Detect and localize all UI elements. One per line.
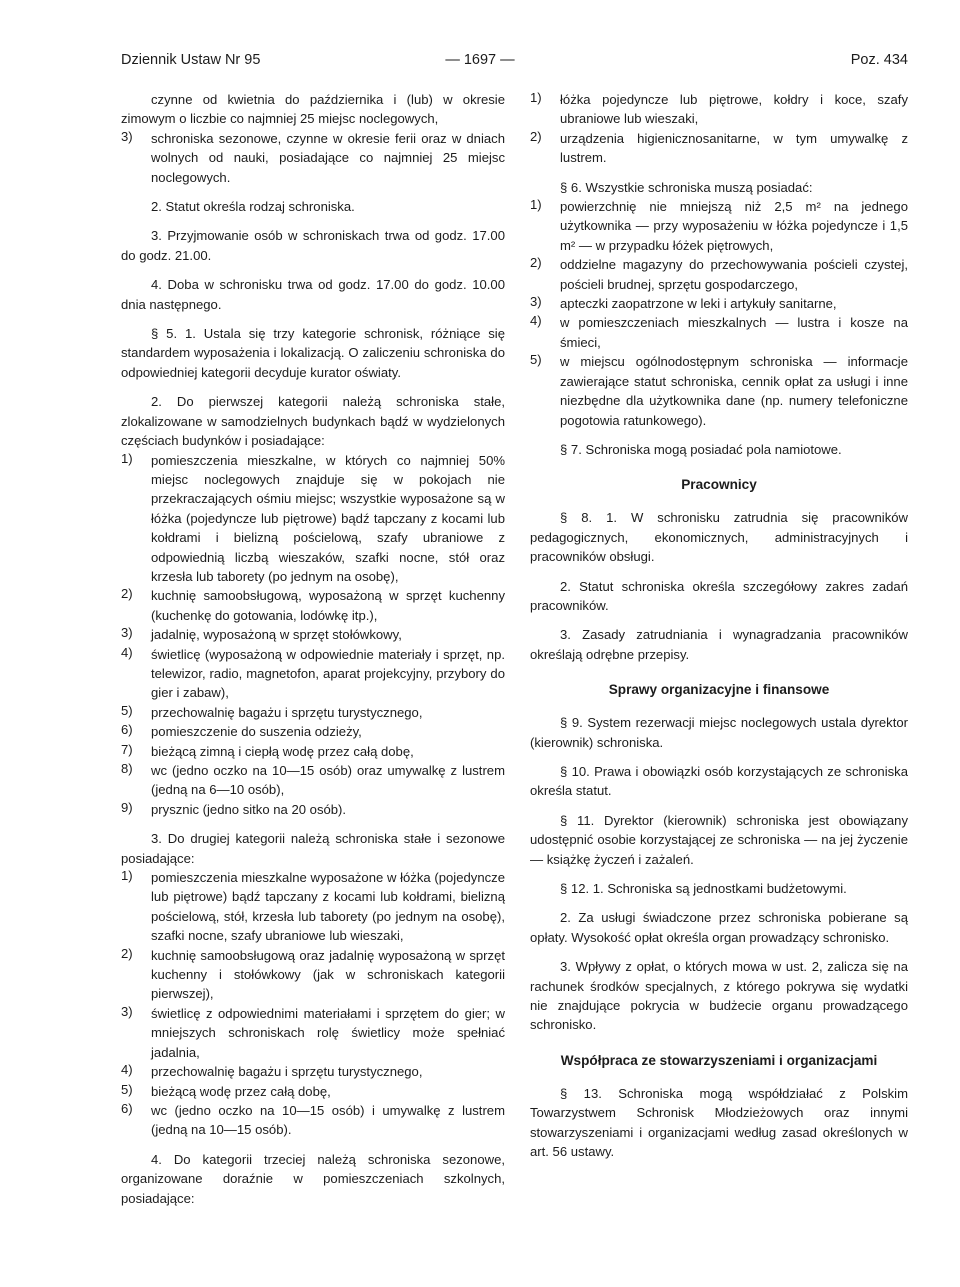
item-text: wc (jedno oczko na 10—15 osób) i umywalkę z lustrem (jedną na 10—15 osób). bbox=[151, 1102, 505, 1138]
paragraph: 2. Statut określa rodzaj schroniska. bbox=[151, 199, 355, 215]
list-item bbox=[530, 294, 908, 313]
list-item bbox=[530, 352, 908, 430]
item-text: jadalnię, wyposażoną w sprzęt stołówkowy, bbox=[151, 627, 402, 643]
item-number: 5) bbox=[530, 352, 542, 368]
left-column bbox=[121, 90, 505, 1208]
item-text: w miejscu ogólnodostępnym schroniska — informacje zawierające statut schroniska, cennik opłat za usługi i inne niezbędne dla użytkownika dane (np. numery telefoniczne pogotowia ratunkowego). bbox=[560, 354, 908, 428]
item-number: 6) bbox=[121, 722, 133, 738]
paragraph: § 11. Dyrektor (kierownik) schroniska jest obowiązany udostępnić osobie korzystającej ze schroniska — na jej życzenie — książkę życzeń i zażaleń. bbox=[530, 812, 908, 867]
list-item bbox=[121, 1004, 505, 1062]
list-item bbox=[530, 197, 908, 255]
item-text: oddzielne magazyny do przechowywania pościeli czystej, pościeli brudnej, sprzętu gospodarczego, bbox=[560, 257, 908, 292]
list-item bbox=[121, 800, 505, 819]
list-item bbox=[530, 129, 908, 168]
list-item bbox=[121, 703, 505, 722]
list-item bbox=[121, 129, 505, 187]
item-number: 2) bbox=[530, 128, 542, 144]
item-text: schroniska sezonowe, czynne w okresie ferii oraz w dniach wolnych od nauki, posiadające co najmniej 25 miejsc noclegowych. bbox=[151, 130, 505, 185]
section-heading-sprawy: Sprawy organizacyjne i finansowe bbox=[608, 682, 830, 698]
paragraph: § 5. 1. Ustala się trzy kategorie schronisk, różniące się standardem wyposażenia i lokalizacją. O zaliczeniu schroniska do odpowiedniej kategorii decyduje kurator oświaty. bbox=[121, 326, 505, 380]
list-item bbox=[121, 722, 505, 741]
item-number: 3) bbox=[121, 128, 133, 144]
item-number: 3) bbox=[530, 294, 542, 310]
journal-title: Dziennik Ustaw Nr 95 bbox=[121, 52, 261, 68]
running-header bbox=[0, 52, 960, 74]
section-heading-pracownicy: Pracownicy bbox=[681, 477, 757, 493]
item-text: wc (jedno oczko na 10—15 osób) oraz umywalkę z lustrem (jedną na 6—10 osób), bbox=[151, 763, 505, 798]
item-text: bieżącą zimną i ciepłą wodę przez całą dobę, bbox=[151, 743, 414, 759]
list-item bbox=[121, 451, 505, 587]
item-number: 1) bbox=[530, 90, 542, 105]
paragraph: 3. Przyjmowanie osób w schroniskach trwa od godz. 17.00 do godz. 21.00. bbox=[121, 228, 505, 263]
item-number: 3) bbox=[121, 625, 133, 641]
paragraph: § 10. Prawa i obowiązki osób korzystających ze schroniska określa statut. bbox=[530, 763, 908, 799]
list-item bbox=[121, 1082, 505, 1101]
item-number: 1) bbox=[121, 450, 133, 466]
category-3-list bbox=[530, 90, 908, 168]
paragraph: § 9. System rezerwacji miejsc noclegowych ustala dyrektor (kierownik) schroniska. bbox=[530, 715, 908, 750]
page-number: — 1697 — bbox=[445, 52, 515, 68]
item-text: bieżącą wodę przez całą dobę, bbox=[151, 1083, 331, 1099]
paragraph: § 7. Schroniska mogą posiadać pola namiotowe. bbox=[560, 441, 842, 457]
paragraph: § 8. 1. W schronisku zatrudnia się pracowników pedagogicznych, ekonomicznych, administracyjnych i pracowników obsługi. bbox=[530, 510, 908, 565]
item-number: 4) bbox=[121, 644, 133, 660]
item-text: świetlicę (wyposażoną w odpowiednie materiały i sprzęt, np. telewizor, radio, magnetofon, aparat projekcyjny, przybory do gier i zabaw), bbox=[151, 646, 505, 701]
item-number: 5) bbox=[121, 702, 133, 718]
item-text: świetlicę z odpowiednimi materiałami i sprzętem do gier; w mniejszych schroniskach rolę świetlicy może spełniać jadalnia, bbox=[151, 1005, 505, 1060]
list-item bbox=[121, 742, 505, 761]
position-number: Poz. 434 bbox=[850, 52, 908, 68]
list-item bbox=[530, 255, 908, 294]
paragraph: 3. Do drugiej kategorii należą schroniska stałe i sezonowe posiadające: bbox=[121, 831, 505, 866]
paragraph: 3. Wpływy z opłat, o których mowa w ust. 2, zalicza się na rachunek środków specjalnych, z którego pokrywa się wydatki nie znajdujące pokrycia w budżecie organu prowadzącego schronisko. bbox=[530, 959, 908, 1033]
item-number: 7) bbox=[121, 741, 133, 757]
section-heading-wspolpraca: Współpraca ze stowarzyszeniami i organizacjami bbox=[560, 1052, 878, 1068]
paragraph: § 12. 1. Schroniska są jednostkami budżetowymi. bbox=[560, 881, 847, 896]
item-number: 3) bbox=[121, 1003, 133, 1019]
item-text: w pomieszczeniach mieszkalnych — lustra i kosze na śmieci, bbox=[560, 315, 908, 350]
item-text: prysznic (jedno sitko na 20 osób). bbox=[151, 801, 347, 817]
paragraph: 4. Do kategorii trzeciej należą schroniska sezonowe, organizowane doraźnie w pomieszczeniach szkolnych, posiadające: bbox=[121, 1151, 505, 1206]
list-item bbox=[530, 313, 908, 352]
list-item bbox=[121, 645, 505, 703]
item-text: kuchnię samoobsługową, wyposażoną w sprzęt kuchenny (kuchenkę do gotowania, lodówkę itp.), bbox=[151, 588, 505, 623]
item-text: pomieszczenie do suszenia odzieży, bbox=[151, 724, 362, 740]
list-item bbox=[121, 1101, 505, 1140]
item-number: 6) bbox=[121, 1100, 133, 1116]
item-text: apteczki zaopatrzone w leki i artykuły sanitarne, bbox=[560, 296, 837, 312]
list-item bbox=[121, 625, 505, 644]
item-number: 1) bbox=[121, 868, 133, 884]
item-number: 8) bbox=[121, 761, 133, 776]
item-text: pomieszczenia mieszkalne, w których co najmniej 50% miejsc noclegowych znajduje się w pokojach nie przekraczających ośmiu miejsc; wszystkie wyposażone są w łóżka (pojedyncze lub piętrowe) bądź tapczany z kocami lub kołdrami i bielizną pościelową, szafy ubraniowe z odpowiednią liczbą wieszaków, szafki nocne, stół oraz krzesła lub taborety (po jednym na osobę), bbox=[151, 452, 505, 584]
item-text: urządzenia higienicznosanitarne, w tym umywalkę z lustrem. bbox=[560, 130, 908, 166]
section-6-list bbox=[530, 197, 908, 430]
item-number: 2) bbox=[121, 586, 133, 602]
item-text: przechowalnię bagażu i sprzętu turystycznego, bbox=[151, 704, 423, 720]
paragraph: § 13. Schroniska mogą współdziałać z Polskim Towarzystwem Schronisk Młodzieżowych oraz innymi stowarzyszeniami i organizacjami według zasad określonych w art. 56 ustawy. bbox=[530, 1085, 908, 1160]
item-number: 5) bbox=[121, 1081, 133, 1097]
list-item bbox=[121, 868, 505, 946]
item-number: 4) bbox=[121, 1062, 133, 1078]
item-number: 2) bbox=[121, 945, 133, 961]
item-number: 1) bbox=[530, 197, 542, 213]
list-item bbox=[121, 761, 505, 800]
item-text: kuchnię samoobsługową oraz jadalnię wyposażoną w sprzęt kuchenny i stołówkowy (jak w schroniskach kategorii pierwszej), bbox=[151, 947, 505, 1002]
list-item bbox=[121, 586, 505, 625]
item-text: przechowalnię bagażu i sprzętu turystycznego, bbox=[151, 1064, 423, 1080]
list-item bbox=[121, 946, 505, 1004]
list-item bbox=[121, 1062, 505, 1081]
category-1-list bbox=[121, 451, 505, 820]
category-2-list bbox=[121, 868, 505, 1140]
paragraph: 2. Za usługi świadczone przez schroniska pobierane są opłaty. Wysokość opłat określa organ prowadzący schronisko. bbox=[530, 910, 908, 945]
right-column bbox=[530, 90, 908, 1161]
item-number: 4) bbox=[530, 313, 542, 329]
item-text: pomieszczenia mieszkalne wyposażone w łóżka (pojedyncze lub piętrowe) bądź tapczany z kocami lub kołdrami, bielizną pościelową, stół, krzesła lub taborety (po jednym na osobę), szafki nocne, szafy ubraniowe lub wieszaki, bbox=[151, 870, 505, 944]
item-number: 9) bbox=[121, 799, 133, 815]
paragraph: czynne od kwietnia do października i (lub) w okresie zimowym o liczbie co najmniej 25 miejsc noclegowych, bbox=[121, 92, 505, 127]
item-text: łóżka pojedyncze lub piętrowe, kołdry i koce, szafy ubraniowe lub wieszaki, bbox=[560, 92, 908, 127]
item-text: powierzchnię nie mniejszą niż 2,5 m² na jednego użytkownika — przy wyposażeniu w łóżka pojedyncze i 1,5 m² — w przypadku łóżek piętrowych, bbox=[560, 199, 908, 253]
paragraph: § 6. Wszystkie schroniska muszą posiadać: bbox=[560, 179, 813, 195]
paragraph: 2. Do pierwszej kategorii należą schroniska stałe, zlokalizowane w samodzielnych budynkach bądź w wydzielonych częściach budynków i posiadające: bbox=[121, 394, 505, 449]
paragraph: 2. Statut schroniska określa szczegółowy zakres zadań pracowników. bbox=[530, 578, 908, 613]
item-number: 2) bbox=[530, 255, 542, 271]
paragraph: 3. Zasady zatrudniania i wynagradzania pracowników określają odrębne przepisy. bbox=[530, 627, 908, 662]
list-item bbox=[530, 90, 908, 129]
paragraph: 4. Doba w schronisku trwa od godz. 17.00 do godz. 10.00 dnia następnego. bbox=[121, 277, 505, 312]
